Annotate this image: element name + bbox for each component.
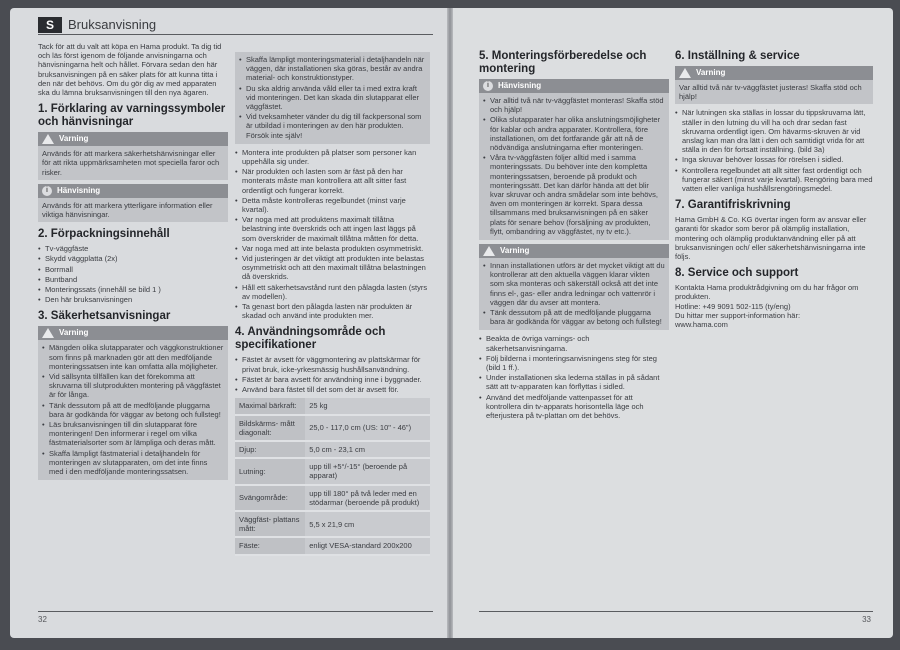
section-4-title: 4. Användningsområde och specifikationer — [235, 326, 386, 352]
note-box — [479, 79, 669, 240]
mounting-steps-list — [479, 334, 669, 420]
list-item: • Tänk dessutom på att de medföljande pluggarna bara är godkända för väggar av betong och fullsteg! — [483, 308, 665, 326]
section-3-title: 3. Säkerhetsanvisningar — [38, 310, 171, 323]
list-item: • Använd det medföljande vattenpasset för att kontrollera din tv-apparats horisontella läge och efterjustera på tv-plattan om det behövs. — [479, 393, 669, 421]
safety-warning-box — [38, 326, 228, 480]
list-item: • Du ska aldrig använda våld eller ta i med extra kraft vid monteringen. Det kan skada din slutapparat eller väggfästet. — [239, 84, 426, 112]
warning-text: Var alltid två när tv-väggfästet justeras! Skaffa stöd och hjälp! — [679, 83, 862, 102]
language-badge: S — [38, 17, 62, 33]
support-text: Kontakta Hama produktrådgivning om du har frågor om produkten. — [675, 283, 859, 302]
list-item: • Vid tveksamheter vänder du dig till fackpersonal som är utbildad i monteringen av den här produkten. Försök inte själv! — [239, 112, 426, 140]
list-item: • Den här bruksanvisningen — [38, 295, 228, 304]
list-item: • Använd bara fästet till det som det är avsett för. — [235, 385, 430, 394]
list-item: • Beakta de övriga varnings- och säkerhetsanvisningarna. — [479, 334, 669, 352]
list-item: • Skaffa lämpligt fästmaterial i detaljhandeln för monteringen av slutapparaten, om det inte finns med i den medföljande monteringssatsen. — [42, 449, 224, 477]
warning-box — [479, 244, 669, 330]
note-label: Hänvisning — [57, 185, 101, 195]
list-item: • Borrmall — [38, 265, 228, 274]
section-5-title: 5. Monteringsförberedelse och montering — [479, 50, 647, 75]
list-item: • Innan installationen utförs är det mycket viktigt att du kontrollerar att den aktuella väggen klarar vikten som ska monteras och säkerställ också att det inte finns el-, gas- eller andra ledningar och vattenrör i väggen där du avser att montera. — [483, 261, 665, 307]
table-row: Svängområde: upp till 180° på två leder med en stödarmar (beroende på produkt) — [235, 485, 430, 511]
page-number: 32 — [38, 615, 47, 624]
disclaimer-text: Hama GmbH & Co. KG övertar ingen form av ansvar eller garanti för skador som beror på olämplig installation, montering och olämplig produktanvändning eller på att bruksanvisningen och/ eller säkerhetshänvisningarna inte följs. — [675, 215, 867, 262]
list-item: • Var alltid två när tv-väggfästet monteras! Skaffa stöd och hjälp! — [483, 96, 665, 114]
list-item: • När lutningen ska ställas in lossar du tippskruvarna lätt, ställer in den lutning du vill ha och drar sedan fast skruvarna ordentligt igen. Om hävarms-skruven är vid anslag kan man dra lätt i den och samtidigt vrida för att ställa in den för fortsatt inställning. (bild 3a) — [675, 108, 873, 154]
list-item: • Vid justeringen är det viktigt att produkten inte belastas osymmetriskt och att den maximalt tillåtna belastningen då överskrids. — [235, 254, 430, 282]
table-row: Lutning: upp till +5°/-15° (beroende på apparat) — [235, 458, 430, 484]
table-row: Djup: 5,0 cm - 23,1 cm — [235, 441, 430, 458]
list-item: • Våra tv-väggfästen följer alltid med i samma monteringssats. Du behöver inte den kompletta monteringssatsen, beroende på produkt och monteringssätt. Det kan därför hända att det blir kvar skruvar och andra smådelar som inte behövs, även om monteringen är korrekt. Spara dessa tillsammans med bruksanvisningen på en säker plats för senare behov (forsäljning av produkten, flytt, ombandring av väggfästet, ny tv etc.). — [483, 153, 665, 236]
section-1-title: 1. Förklaring av varningssymboler och hänvisningar — [38, 103, 226, 129]
list-item: • Tv-väggfäste — [38, 244, 228, 253]
warning-text: Används för att markera säkerhetshänvisningar eller för att rikta uppmärksamheten mot speciella faror och risker. — [42, 149, 220, 177]
section-7-title: 7. Garantifriskrivning — [675, 199, 791, 212]
safety-list — [42, 343, 224, 476]
note-text: Används för att markera ytterligare information eller viktiga hänvisningar. — [42, 200, 213, 220]
header-title: Bruksanvisning — [68, 17, 157, 32]
list-item: • Montera inte produkten på platser som personer kan uppehålla sig under. — [235, 148, 430, 166]
list-item: • Skaffa lämpligt monteringsmaterial i detaljhandeln när väggen, där installationen ska göras, består av andra material- och konstruktionstyper. — [239, 55, 426, 83]
list-item: • Fästet är bara avsett för användning inne i byggnader. — [235, 375, 430, 384]
left-page — [10, 8, 447, 638]
warning-triangle-icon — [483, 246, 495, 256]
list-item: • Mängden olika slutapparater och väggkonstruktioner som finns på marknaden gör att den medföljande monteringssatsen inte kan omfatta alla möjligheter. — [42, 343, 224, 371]
list-item: • Skydd väggplatta (2x) — [38, 254, 228, 263]
adjustment-list — [675, 108, 873, 193]
list-item: • Detta måste kontrolleras regelbundet (minst varje kvartal). — [235, 196, 430, 214]
footer-rule — [479, 611, 873, 612]
table-row: Maximal bärkraft: 25 kg — [235, 398, 430, 414]
warning-triangle-icon — [42, 328, 54, 338]
support-info-text: Du hittar mer support-information här: — [675, 310, 801, 320]
list-item: • Tänk dessutom på att de medföljande pluggarna bara är godkända för väggar av betong och fullsteg! — [42, 401, 224, 419]
warning-triangle-icon — [679, 68, 691, 78]
website-link: www.hama.com — [675, 320, 728, 330]
list-item: • Var noga med att inte belasta produkten osymmetriskt. — [235, 244, 430, 253]
list-item: • Olika slutapparater har olika anslutningsmöjligheter för kablar och andra apparater. Kontrollera, före installationen, om det fortfarande går att nå de nödvändiga anslutningarna efter monteringen. — [483, 115, 665, 152]
right-column-2 — [675, 50, 873, 329]
footer-rule — [38, 611, 433, 612]
table-row: Bildskärms- mått diagonalt: 25,0 - 117,0 cm (US: 10" - 46") — [235, 415, 430, 441]
list-item: • Monteringssats (innehåll se bild 1 ) — [38, 285, 228, 294]
table-row: Fäste: enligt VESA-standard 200x200 — [235, 537, 430, 554]
usage-list — [235, 355, 430, 394]
right-page — [453, 8, 893, 638]
left-column-1 — [38, 42, 228, 484]
table-row: Väggfäst- plattans mått: 5,5 x 21,9 cm — [235, 511, 430, 537]
warning-triangle-icon — [42, 134, 54, 144]
list-item: • När produkten och lasten som är fäst på den har monterats måste man kontrollera att allt sitter fast ordentligt och fungerar korrekt. — [235, 167, 430, 195]
safety-list-continued — [235, 148, 430, 321]
continued-warning-box — [235, 52, 430, 144]
note-box — [38, 184, 228, 222]
list-item: • Följ bilderna i monteringsanvisningens steg för steg (bild 1 ff.). — [479, 354, 669, 372]
section-6-title: 6. Inställning & service — [675, 50, 800, 62]
warning-label: Varning — [59, 134, 89, 144]
list-item: • Under installationen ska lederna ställas in på sådant sätt att tv-apparaten kan förflyttas i sidled. — [479, 373, 669, 391]
list-item: • Buntband — [38, 275, 228, 284]
warning-box — [675, 66, 873, 104]
info-icon: i — [42, 186, 52, 196]
list-item: • Fästet är avsett för väggmontering av plattskärmar för privat bruk, icke-yrkesmässig hushållsanvändning. — [235, 355, 430, 373]
info-icon: i — [483, 81, 493, 91]
list-item: • Ta genast bort den pålagda lasten när produkten är skadad och använd inte produkten mer. — [235, 302, 430, 320]
warning-label: Varning — [500, 246, 530, 256]
list-item: • Läs bruksanvisningen till din slutapparat före monteringen! Den informerar i regel om vilka fästmaterialsorter som är lämpliga och deras mått. — [42, 420, 224, 448]
list-item: • Inga skruvar behöver lossas för rörelsen i sidled. — [675, 155, 873, 164]
package-contents-list — [38, 244, 228, 304]
page-header — [38, 16, 433, 35]
hotline-text: Hotline: +49 9091 502-115 (ty/eng) — [675, 301, 791, 311]
list-item: • Kontrollera regelbundet att allt sitter fast ordentligt och fungerar säkert (minst varje kvartal). Rengöring bara med vatten eller vanliga hushållsrengöringsmedel. — [675, 166, 873, 194]
warning-box — [38, 132, 228, 180]
list-item: • Håll ett säkerhetsavstånd runt den pålagda lasten (styrs av modellen). — [235, 283, 430, 301]
list-item: • Var noga med att produktens maximalt tillåtna belastning inte överskrids och att ingen last läggs på som överskrider de maximalt tillåtna måtten för detta. — [235, 215, 430, 243]
intro-text: Tack för att du valt att köpa en Hama produkt. Ta dig tid och läs först igenom de följande anvisningarna och hänvisningarna helt och hållet. Förvara sedan den här bruksanvisningen på en säker plats för att kunna titta i den när det behövs. Om du gör dig av med apparaten ska du lämna bruksanvisningen till den nya ägaren. — [38, 42, 222, 98]
right-column-1 — [479, 50, 669, 423]
spec-table — [235, 398, 430, 555]
warning-label: Varning — [59, 328, 89, 338]
list-item: • Vid sällsynta tillfällen kan det förekomma att skruvarna till slutprodukten montering på väggfästet är för långa. — [42, 372, 224, 400]
warning-label: Varning — [696, 68, 726, 77]
section-8-title: 8. Service och support — [675, 267, 799, 280]
page-number: 33 — [862, 615, 871, 624]
note-label: Hänvisning — [498, 81, 542, 90]
left-column-2 — [235, 52, 430, 556]
section-2-title: 2. Förpackningsinnehåll — [38, 228, 170, 241]
